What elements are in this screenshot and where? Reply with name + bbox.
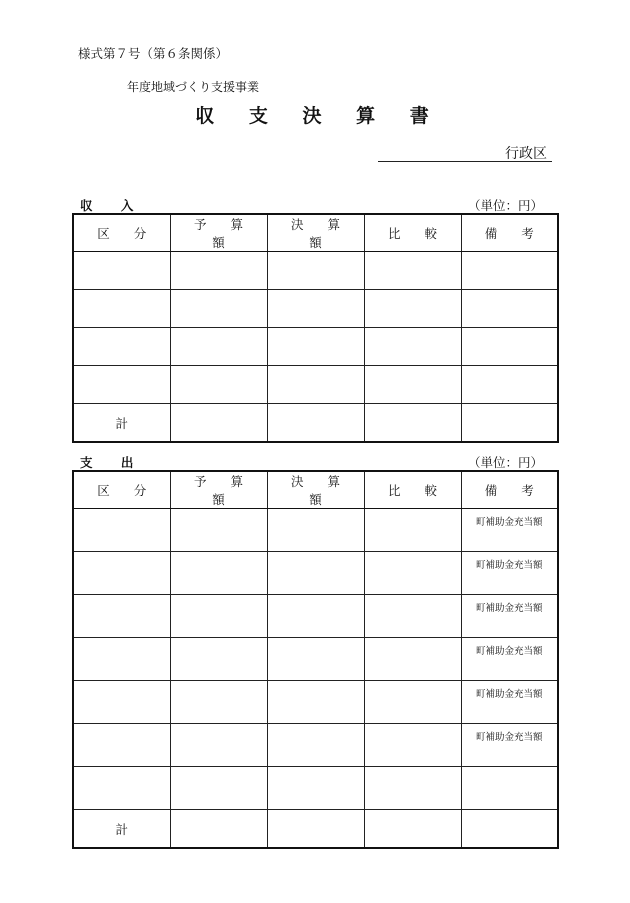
column-header-remarks: 備 考 (461, 214, 558, 252)
subsidy-note: 町補助金充当額 (461, 552, 558, 595)
subsidy-note: 町補助金充当額 (461, 681, 558, 724)
income-total-cell[interactable] (170, 404, 267, 443)
income-header-row (73, 214, 558, 252)
income-cell[interactable] (73, 290, 170, 328)
expense-row (73, 509, 558, 552)
expense-cell[interactable] (267, 724, 364, 767)
income-cell[interactable] (73, 366, 170, 404)
income-total-cell[interactable] (364, 404, 461, 443)
expense-cell[interactable] (267, 681, 364, 724)
subsidy-note: 町補助金充当額 (461, 509, 558, 552)
income-table (72, 213, 559, 443)
expense-total-cell[interactable] (267, 810, 364, 849)
expense-heading: 支 出 (80, 455, 146, 470)
expense-cell[interactable] (73, 595, 170, 638)
expense-total-row (73, 810, 558, 849)
expense-total-cell[interactable] (461, 810, 558, 849)
income-cell[interactable] (73, 252, 170, 290)
expense-cell[interactable] (364, 681, 461, 724)
income-cell[interactable] (364, 252, 461, 290)
income-cell[interactable] (170, 290, 267, 328)
income-cell[interactable] (170, 366, 267, 404)
expense-cell[interactable] (170, 595, 267, 638)
income-cell[interactable] (170, 328, 267, 366)
income-row (73, 290, 558, 328)
income-total-row (73, 404, 558, 443)
income-cell[interactable] (364, 366, 461, 404)
district-label: 行政区 (505, 146, 547, 162)
expense-cell[interactable] (364, 767, 461, 810)
income-heading: 収 入 (80, 198, 146, 213)
expense-cell[interactable] (170, 638, 267, 681)
column-header-budget: 予 算 額 (170, 471, 267, 509)
expense-cell[interactable] (364, 638, 461, 681)
expense-cell[interactable] (170, 767, 267, 810)
expense-table (72, 470, 559, 849)
document-subtitle: 年度地域づくり支援事業 (127, 80, 260, 94)
column-header-remarks: 備 考 (461, 471, 558, 509)
income-cell[interactable] (364, 290, 461, 328)
form-number: 様式第７号（第６条関係） (78, 46, 229, 61)
expense-row (73, 724, 558, 767)
expense-cell[interactable] (73, 552, 170, 595)
income-row (73, 366, 558, 404)
income-unit-label: （単位：円） (468, 198, 544, 213)
expense-cell[interactable] (73, 724, 170, 767)
expense-cell[interactable] (170, 509, 267, 552)
income-total-cell[interactable] (267, 404, 364, 443)
subsidy-note: 町補助金充当額 (461, 638, 558, 681)
income-total-label: 計 (73, 404, 170, 443)
expense-cell[interactable] (73, 767, 170, 810)
expense-row (73, 681, 558, 724)
expense-cell[interactable] (170, 552, 267, 595)
income-total-cell[interactable] (461, 404, 558, 443)
column-header-category: 区 分 (73, 471, 170, 509)
income-cell[interactable] (461, 252, 558, 290)
expense-row (73, 595, 558, 638)
expense-total-cell[interactable] (364, 810, 461, 849)
subsidy-note: 町補助金充当額 (461, 595, 558, 638)
column-header-comparison: 比 較 (364, 471, 461, 509)
column-header-budget: 予 算 額 (170, 214, 267, 252)
income-cell[interactable] (267, 252, 364, 290)
income-cell[interactable] (461, 328, 558, 366)
income-cell[interactable] (73, 328, 170, 366)
expense-row (73, 552, 558, 595)
income-row (73, 252, 558, 290)
income-cell[interactable] (364, 328, 461, 366)
column-header-comparison: 比 較 (364, 214, 461, 252)
expense-cell[interactable] (267, 638, 364, 681)
income-cell[interactable] (170, 252, 267, 290)
expense-cell[interactable] (170, 724, 267, 767)
expense-cell[interactable] (364, 595, 461, 638)
expense-total-label: 計 (73, 810, 170, 849)
subsidy-note: 町補助金充当額 (461, 724, 558, 767)
expense-cell[interactable] (267, 595, 364, 638)
expense-cell[interactable] (73, 681, 170, 724)
column-header-category: 区 分 (73, 214, 170, 252)
column-header-settlement: 決 算 額 (267, 471, 364, 509)
document-title: 収 支 決 算 書 (195, 105, 443, 127)
expense-unit-label: （単位：円） (468, 455, 544, 470)
expense-row (73, 638, 558, 681)
expense-cell[interactable] (267, 767, 364, 810)
expense-header-row (73, 471, 558, 509)
expense-cell[interactable] (73, 638, 170, 681)
expense-total-cell[interactable] (170, 810, 267, 849)
income-cell[interactable] (461, 366, 558, 404)
expense-cell[interactable] (267, 509, 364, 552)
expense-cell[interactable] (364, 552, 461, 595)
expense-row (73, 767, 558, 810)
income-row (73, 328, 558, 366)
expense-remarks-cell[interactable] (461, 767, 558, 810)
income-cell[interactable] (267, 328, 364, 366)
expense-cell[interactable] (267, 552, 364, 595)
expense-cell[interactable] (170, 681, 267, 724)
expense-cell[interactable] (73, 509, 170, 552)
income-cell[interactable] (267, 366, 364, 404)
income-cell[interactable] (461, 290, 558, 328)
income-cell[interactable] (267, 290, 364, 328)
column-header-settlement: 決 算 額 (267, 214, 364, 252)
expense-cell[interactable] (364, 509, 461, 552)
expense-cell[interactable] (364, 724, 461, 767)
